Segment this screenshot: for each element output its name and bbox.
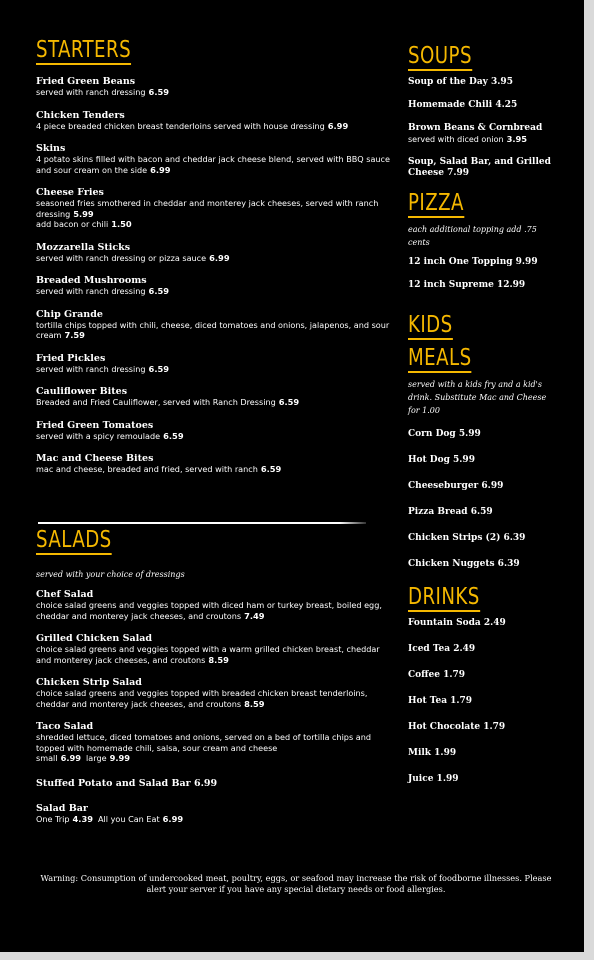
- menu-item: Hot Tea 1.79: [408, 696, 473, 706]
- menu-item: [36, 633, 392, 665]
- all-you-can-eat-label: All you Can Eat: [98, 813, 160, 824]
- menu-item: [36, 420, 392, 442]
- menu-item: Cheeseburger 6.99: [408, 481, 504, 491]
- menu-item: [36, 242, 392, 264]
- menu-item: Iced Tea 2.49: [408, 644, 476, 654]
- menu-item: [408, 157, 558, 179]
- item-desc-text: seasoned fries smothered in cheddar and monterey jack cheeses, served with ranch dressing: [36, 198, 379, 219]
- small-label: small: [36, 753, 58, 763]
- item-price: 7.59: [64, 330, 85, 340]
- item-addon: [36, 219, 392, 230]
- item-description: [36, 121, 392, 132]
- item-name: Fried Green Beans: [36, 76, 136, 87]
- pizza-heading: PIZZA: [408, 190, 464, 216]
- item-desc-text: tortilla chips topped with chili, cheese, diced tomatoes and onions, jalapenos, and sour cream: [36, 319, 390, 340]
- item-name: Salad Bar: [36, 802, 88, 814]
- item-name: Fried Pickles: [36, 352, 106, 364]
- item-name: Chicken Tenders: [36, 109, 125, 121]
- addon-price: 1.50: [111, 219, 132, 229]
- menu-item: [408, 100, 558, 111]
- menu-item: [36, 453, 392, 475]
- menu-item: [36, 275, 392, 297]
- item-price: 5.99: [73, 208, 94, 219]
- right-column: [408, 44, 558, 800]
- item-description: [408, 134, 558, 145]
- item-price: 6.99: [327, 120, 349, 131]
- item-desc-text: served with ranch dressing: [36, 363, 146, 374]
- item-description: [36, 364, 392, 375]
- item-price: 6.59: [163, 430, 184, 441]
- large-label: large: [86, 753, 107, 763]
- item-desc-text: 4 piece breaded chicken breast tenderloins served with house dressing: [36, 120, 325, 131]
- kids-note: served with a kids fry and a kid's drink. Substitute Mac and Cheese for 1.00: [408, 380, 547, 415]
- item-name: Chip Grande: [36, 308, 103, 320]
- item-description: [36, 397, 392, 408]
- item-desc-text: shredded lettuce, diced tomatoes and onions, served on a bed of tortilla chips and topped with homemade chili, salsa, sour cream and cheese: [36, 732, 371, 753]
- size-prices: [36, 753, 392, 764]
- item-desc-text: Breaded and Fried Cauliflower, served with Ranch Dressing: [36, 397, 276, 407]
- drinks-list: [408, 618, 558, 785]
- item-name: Brown Beans & Cornbread: [408, 123, 543, 133]
- salads-note: served with your choice of dressings: [36, 570, 185, 579]
- menu-item: Chicken Nuggets 6.39: [408, 559, 520, 569]
- item-description: [36, 688, 392, 709]
- item-price: 8.59: [244, 698, 265, 709]
- drinks-heading: DRINKS: [408, 584, 480, 610]
- item-name: Cheese Fries: [36, 187, 104, 198]
- item-desc-text: mac and cheese, breaded and fried, served with ranch: [36, 464, 258, 474]
- item-description: [36, 732, 392, 753]
- soups-heading: SOUPS: [408, 43, 472, 69]
- menu-item: Pizza Bread 6.59: [408, 507, 493, 517]
- item-price: 6.99: [150, 164, 171, 175]
- item-description: [36, 198, 392, 219]
- menu-item: Chicken Strips (2) 6.39: [408, 533, 526, 543]
- menu-item: [36, 721, 392, 764]
- salad-bar-prices: [36, 814, 392, 825]
- item-description: [36, 644, 392, 665]
- menu-item: [36, 589, 392, 621]
- kids-list: [408, 429, 558, 570]
- item-price: 6.99: [209, 252, 230, 263]
- item-desc-text: choice salad greens and veggies topped with diced ham or turkey breast, boiled egg, cheddar and monterey jack cheeses, and croutons: [36, 600, 382, 621]
- menu-item: Corn Dog 5.99: [408, 429, 481, 439]
- item-name: Taco Salad: [36, 721, 94, 732]
- item-price: 6.59: [278, 397, 300, 407]
- item-name: Homemade Chili 4.25: [408, 100, 518, 110]
- item-price: 3.95: [506, 134, 528, 144]
- one-trip-label: One Trip: [36, 813, 70, 824]
- menu-item: Fountain Soda 2.49: [408, 618, 506, 628]
- item-name: Fried Green Tomatoes: [36, 419, 154, 431]
- item-name: Skins: [36, 143, 66, 154]
- left-column: [36, 38, 392, 487]
- item-price: 7.49: [244, 610, 265, 621]
- pizza-list: [408, 257, 558, 291]
- item-desc-text: served with ranch dressing: [36, 87, 146, 97]
- item-price: 6.59: [148, 363, 170, 374]
- menu-item: [408, 77, 558, 88]
- menu-item: [36, 143, 392, 175]
- menu-item: Hot Dog 5.99: [408, 455, 475, 465]
- item-description: [36, 87, 392, 98]
- addon-text: add bacon or chili: [36, 219, 109, 229]
- item-description: [36, 320, 392, 341]
- salads-list: [36, 589, 392, 824]
- item-description: [36, 431, 392, 442]
- item-name: Breaded Mushrooms: [36, 275, 147, 286]
- item-name: Mac and Cheese Bites: [36, 453, 154, 464]
- item-description: [36, 464, 392, 475]
- item-desc-text: served with diced onion: [408, 135, 504, 144]
- item-description: [36, 600, 392, 621]
- menu-item: 12 inch Supreme 12.99: [408, 280, 526, 290]
- menu-item: Hot Chocolate 1.79: [408, 722, 506, 732]
- menu-item: [36, 677, 392, 709]
- section-divider: [38, 522, 366, 524]
- menu-item: [36, 187, 392, 230]
- item-desc-text: 4 potato skins filled with bacon and cheddar jack cheese blend, served with BBQ sauce and sour cream on the side: [36, 154, 390, 175]
- item-name: Soup, Salad Bar, and Grilled Cheese 7.99: [408, 157, 551, 178]
- item-description: [36, 253, 392, 264]
- menu-item: [36, 353, 392, 375]
- menu-item: Juice 1.99: [408, 774, 459, 784]
- item-desc-text: choice salad greens and veggies topped with breaded chicken breast tenderloins, cheddar and monterey jack cheeses, and croutons: [36, 688, 368, 709]
- allergy-warning: Warning: Consumption of undercooked meat, poultry, eggs, or seafood may increase the risk of foodborne illnesses. Please alert your server if you have any special dietary needs or food allergies.: [40, 873, 552, 894]
- item-name: Stuffed Potato and Salad Bar 6.99: [36, 777, 218, 789]
- item-price: 6.59: [260, 464, 282, 474]
- salads-section: [36, 528, 392, 836]
- all-you-can-eat-price: 6.99: [162, 813, 184, 824]
- item-name: Chicken Strip Salad: [36, 677, 142, 688]
- pizza-note: each additional topping add .75 cents: [408, 225, 537, 247]
- salads-heading: SALADS: [36, 527, 112, 553]
- menu-item: Coffee 1.79: [408, 670, 466, 680]
- item-name: Mozzarella Sticks: [36, 241, 131, 253]
- large-price: 9.99: [109, 753, 131, 763]
- item-name: Chef Salad: [36, 589, 94, 600]
- starters-list: [36, 76, 392, 475]
- menu-item: [36, 803, 392, 825]
- item-name: Cauliflower Bites: [36, 386, 128, 397]
- menu-item: [36, 778, 392, 789]
- menu-item: [36, 76, 392, 98]
- item-name: Soup of the Day 3.95: [408, 77, 513, 87]
- menu-item: [36, 309, 392, 341]
- soups-list: [408, 77, 558, 179]
- item-price: 6.59: [148, 87, 170, 97]
- item-description: [36, 286, 392, 297]
- item-desc-text: served with a spicy remoulade: [36, 430, 161, 441]
- item-desc-text: served with ranch dressing: [36, 286, 146, 296]
- one-trip-price: 4.39: [72, 813, 94, 824]
- item-desc-text: served with ranch dressing or pizza sauce: [36, 252, 207, 263]
- menu-item: [36, 386, 392, 408]
- starters-heading: STARTERS: [36, 37, 132, 63]
- item-price: 8.59: [208, 654, 229, 665]
- item-description: [36, 154, 392, 175]
- menu-item: Milk 1.99: [408, 748, 457, 758]
- menu-item: 12 inch One Topping 9.99: [408, 257, 538, 267]
- item-price: 6.59: [148, 286, 170, 296]
- small-price: 6.99: [60, 753, 82, 763]
- kids-heading-line2: MEALS: [408, 345, 472, 371]
- menu-item: [408, 123, 558, 145]
- item-desc-text: choice salad greens and veggies topped with a warm grilled chicken breast, cheddar and monterey jack cheeses, and croutons: [36, 644, 380, 665]
- item-name: Grilled Chicken Salad: [36, 633, 153, 644]
- kids-heading-line1: KIDS: [408, 312, 453, 338]
- menu-item: [36, 110, 392, 132]
